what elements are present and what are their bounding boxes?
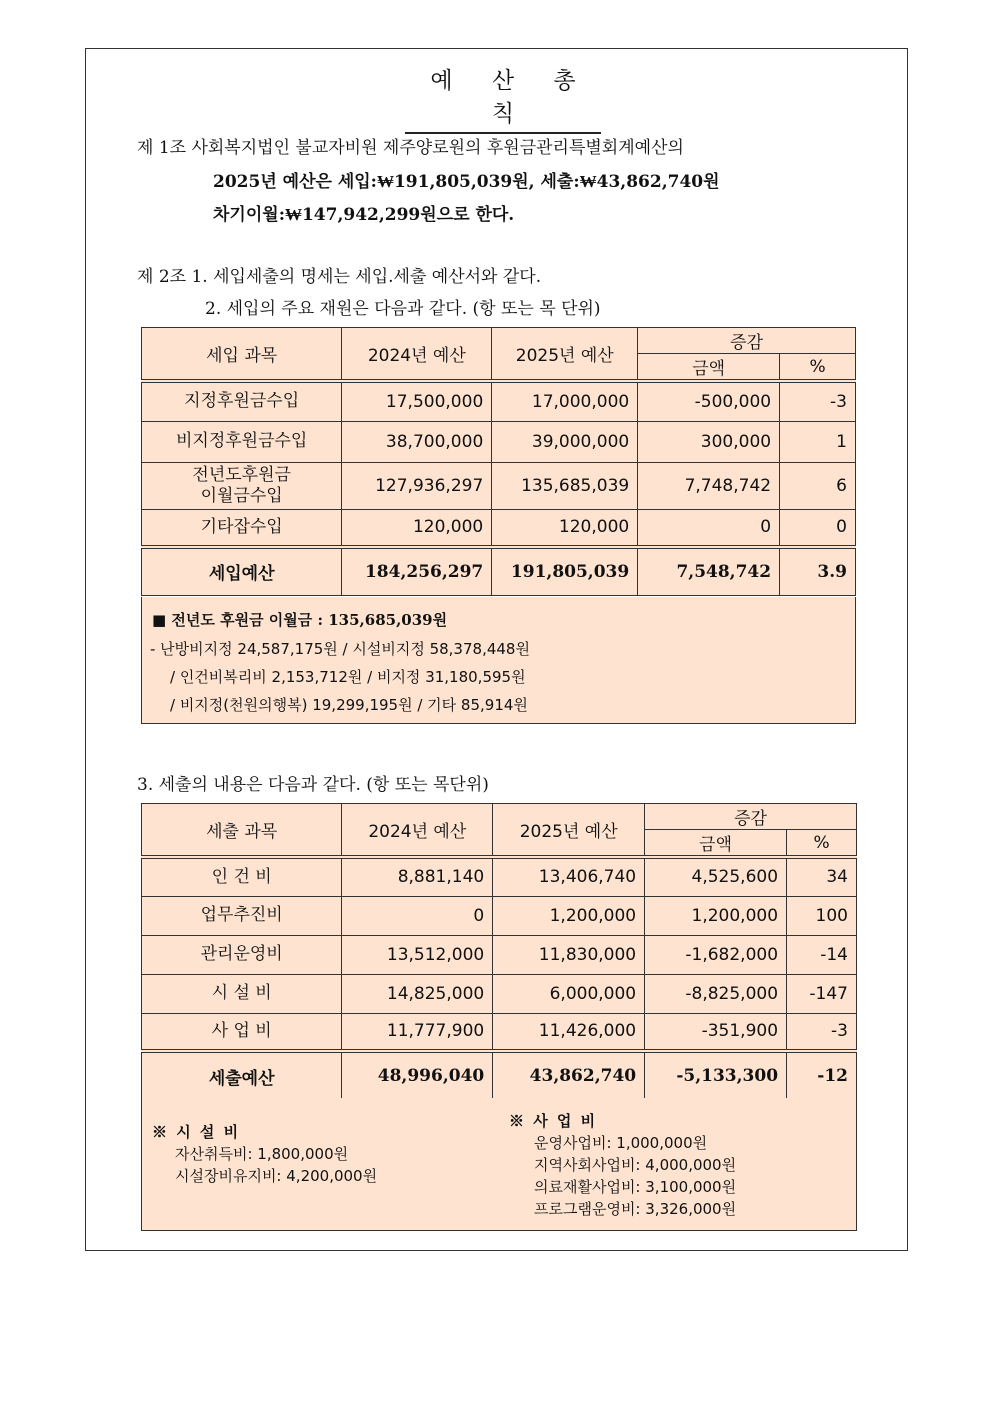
expense-row bbox=[142, 1013, 857, 1051]
revenue-note-line-3: / 인건비복리비 2,153,712원 / 비지정 31,180,595원 bbox=[170, 668, 526, 686]
revenue-row bbox=[142, 421, 856, 462]
revenue-cell-y2025: 39,000,000 bbox=[492, 421, 638, 462]
expense-header-2025: 2025년 예산 bbox=[493, 804, 645, 858]
expense-note-right-title: ※ 사 업 비 bbox=[509, 1112, 598, 1130]
revenue-cell-pct: 0 bbox=[780, 509, 856, 547]
revenue-note-line-2: - 난방비지정 24,587,175원 / 시설비지정 58,378,448원 bbox=[150, 640, 530, 658]
revenue-cell-y2025: 120,000 bbox=[492, 509, 638, 547]
expense-cell-amount: -1,682,000 bbox=[645, 935, 787, 974]
revenue-row bbox=[142, 462, 856, 509]
expense-header-subject: 세출 과목 bbox=[142, 804, 342, 858]
revenue-cell-y2024: 38,700,000 bbox=[342, 421, 492, 462]
expense-note-right-1: 운영사업비: 1,000,000원 bbox=[534, 1134, 708, 1152]
expense-cell-y2024: 11,777,900 bbox=[342, 1013, 493, 1051]
expense-cell-name: 시 설 비 bbox=[142, 974, 342, 1013]
revenue-note-line-1: ■ 전년도 후원금 이월금 : 135,685,039원 bbox=[152, 611, 448, 629]
expense-cell-y2025: 13,406,740 bbox=[493, 857, 645, 896]
revenue-cell-name: 기타잡수입 bbox=[142, 509, 342, 547]
expense-cell-y2024: 14,825,000 bbox=[342, 974, 493, 1013]
expense-cell-y2025: 11,426,000 bbox=[493, 1013, 645, 1051]
revenue-cell-pct: 1 bbox=[780, 421, 856, 462]
expense-cell-y2024: 0 bbox=[342, 896, 493, 935]
revenue-note-line-4: / 비지정(천원의행복) 19,299,195원 / 기타 85,914원 bbox=[170, 696, 528, 714]
page-title: 예 산 총 칙 bbox=[405, 62, 601, 134]
revenue-cell-name: 전년도후원금 이월금수입 bbox=[142, 462, 342, 509]
revenue-note-box bbox=[141, 597, 856, 724]
revenue-table bbox=[141, 327, 856, 596]
expense-cell-pct: -14 bbox=[787, 935, 857, 974]
expense-cell-y2024: 13,512,000 bbox=[342, 935, 493, 974]
revenue-cell-name: 지정후원금수입 bbox=[142, 381, 342, 421]
expense-header-change: 증감 bbox=[645, 804, 857, 830]
revenue-total-name: 세입예산 bbox=[142, 547, 342, 595]
revenue-header-change: 증감 bbox=[638, 328, 856, 354]
expense-total-pct: -12 bbox=[787, 1051, 857, 1100]
expense-total-2025: 43,862,740 bbox=[493, 1051, 645, 1100]
revenue-header-amount: 금액 bbox=[638, 354, 780, 382]
expense-total-2024: 48,996,040 bbox=[342, 1051, 493, 1100]
article-3-line-1: 3. 세출의 내용은 다음과 같다. (항 또는 목단위) bbox=[137, 775, 489, 795]
article-1-line-1: 제 1조 사회복지법인 불교자비원 제주양로원의 후원금관리특별회계예산의 bbox=[137, 138, 684, 158]
expense-cell-name: 사 업 비 bbox=[142, 1013, 342, 1051]
expense-cell-name: 관리운영비 bbox=[142, 935, 342, 974]
expense-note-left-title: ※ 시 설 비 bbox=[152, 1123, 241, 1141]
expense-cell-amount: 4,525,600 bbox=[645, 857, 787, 896]
revenue-cell-amount: 0 bbox=[638, 509, 780, 547]
expense-cell-y2024: 8,881,140 bbox=[342, 857, 493, 896]
expense-cell-pct: -3 bbox=[787, 1013, 857, 1051]
expense-cell-y2025: 11,830,000 bbox=[493, 935, 645, 974]
article-1-line-2: 2025년 예산은 세입:₩191,805,039원, 세출:₩43,862,740원 bbox=[213, 172, 720, 192]
expense-note-right-2: 지역사회사업비: 4,000,000원 bbox=[534, 1156, 737, 1174]
expense-header-amount: 금액 bbox=[645, 830, 787, 858]
revenue-cell-y2024: 120,000 bbox=[342, 509, 492, 547]
expense-row bbox=[142, 974, 857, 1013]
expense-cell-y2025: 1,200,000 bbox=[493, 896, 645, 935]
expense-cell-amount: -8,825,000 bbox=[645, 974, 787, 1013]
revenue-header-pct: % bbox=[780, 354, 856, 382]
article-2-line-1: 제 2조 1. 세입세출의 명세는 세입.세출 예산서와 같다. bbox=[137, 267, 542, 287]
revenue-row bbox=[142, 509, 856, 547]
expense-cell-name: 업무추진비 bbox=[142, 896, 342, 935]
expense-cell-pct: 34 bbox=[787, 857, 857, 896]
revenue-cell-amount: -500,000 bbox=[638, 381, 780, 421]
expense-note-right-4: 프로그램운영비: 3,326,000원 bbox=[534, 1200, 737, 1218]
expense-header-2024: 2024년 예산 bbox=[342, 804, 493, 858]
expense-cell-y2025: 6,000,000 bbox=[493, 974, 645, 1013]
expense-table bbox=[141, 803, 857, 1101]
expense-cell-amount: -351,900 bbox=[645, 1013, 787, 1051]
revenue-cell-y2025: 17,000,000 bbox=[492, 381, 638, 421]
expense-note-right-3: 의료재활사업비: 3,100,000원 bbox=[534, 1178, 737, 1196]
revenue-total-2024: 184,256,297 bbox=[342, 547, 492, 595]
expense-row bbox=[142, 935, 857, 974]
expense-note-left-2: 시설장비유지비: 4,200,000원 bbox=[175, 1167, 378, 1185]
revenue-total-row bbox=[142, 547, 856, 595]
revenue-cell-name: 비지정후원금수입 bbox=[142, 421, 342, 462]
revenue-total-amount: 7,548,742 bbox=[638, 547, 780, 595]
revenue-header-2025: 2025년 예산 bbox=[492, 328, 638, 382]
revenue-total-pct: 3.9 bbox=[780, 547, 856, 595]
expense-cell-name: 인 건 비 bbox=[142, 857, 342, 896]
revenue-cell-y2024: 127,936,297 bbox=[342, 462, 492, 509]
revenue-cell-y2025: 135,685,039 bbox=[492, 462, 638, 509]
article-2-line-2: 2. 세입의 주요 재원은 다음과 같다. (항 또는 목 단위) bbox=[205, 299, 601, 319]
revenue-cell-amount: 7,748,742 bbox=[638, 462, 780, 509]
revenue-header-2024: 2024년 예산 bbox=[342, 328, 492, 382]
expense-total-amount: -5,133,300 bbox=[645, 1051, 787, 1100]
expense-header-pct: % bbox=[787, 830, 857, 858]
revenue-cell-pct: -3 bbox=[780, 381, 856, 421]
expense-cell-pct: -147 bbox=[787, 974, 857, 1013]
revenue-header-subject: 세입 과목 bbox=[142, 328, 342, 382]
article-1-line-3: 차기이월:₩147,942,299원으로 한다. bbox=[213, 205, 515, 225]
revenue-cell-y2024: 17,500,000 bbox=[342, 381, 492, 421]
expense-note-box bbox=[141, 1098, 857, 1231]
revenue-total-2025: 191,805,039 bbox=[492, 547, 638, 595]
expense-total-row bbox=[142, 1051, 857, 1100]
revenue-cell-pct: 6 bbox=[780, 462, 856, 509]
expense-total-name: 세출예산 bbox=[142, 1051, 342, 1100]
expense-note-left-1: 자산취득비: 1,800,000원 bbox=[175, 1145, 349, 1163]
expense-cell-amount: 1,200,000 bbox=[645, 896, 787, 935]
expense-cell-pct: 100 bbox=[787, 896, 857, 935]
revenue-cell-amount: 300,000 bbox=[638, 421, 780, 462]
expense-row bbox=[142, 857, 857, 896]
revenue-row bbox=[142, 381, 856, 421]
expense-row bbox=[142, 896, 857, 935]
